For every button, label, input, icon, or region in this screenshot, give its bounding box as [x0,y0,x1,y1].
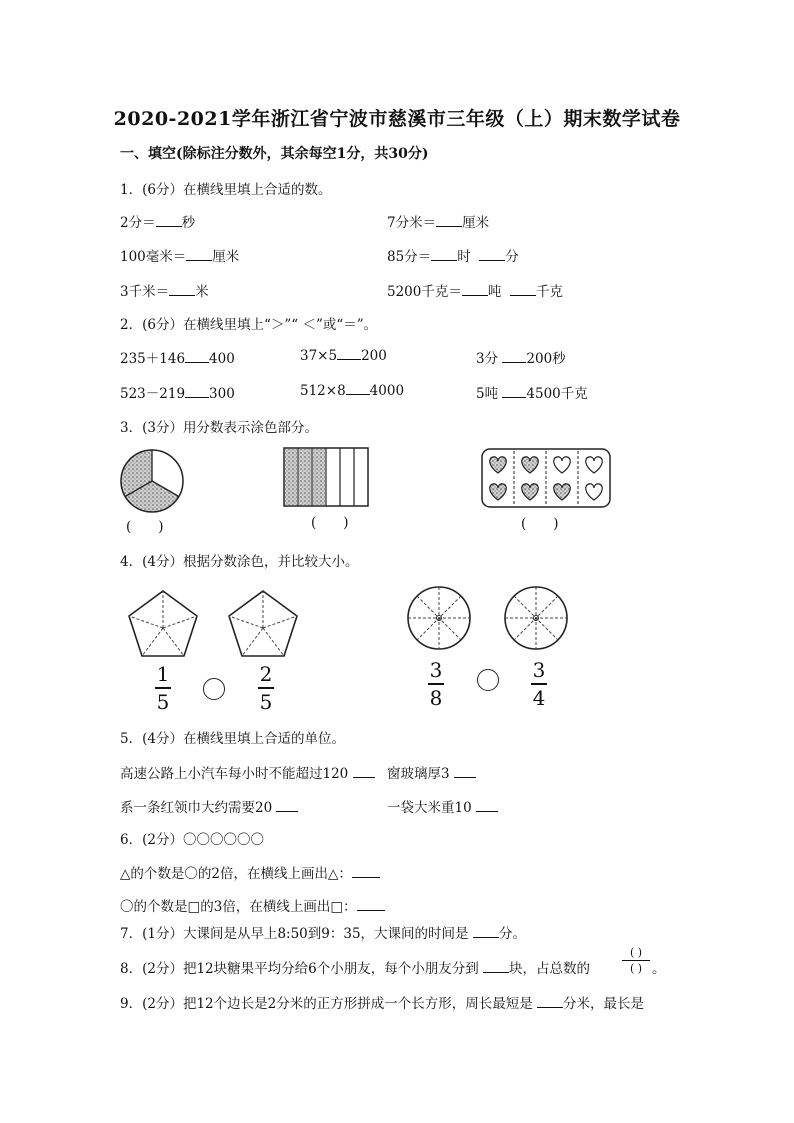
answer-blank[interactable] [454,765,476,778]
q8-fraction-answer[interactable] [622,947,650,974]
q2-e-right: 4000 [369,383,405,399]
page-title: 2020-2021学年浙江省宁波市慈溪市三年级（上）期末数学试卷 [113,108,681,130]
q3-answer-paren-2[interactable]: ( ) [311,515,349,531]
q5-item-b [387,762,476,782]
q5-item-c [120,796,298,816]
answer-blank[interactable] [276,799,298,812]
denominator: 4 [532,685,546,710]
answer-blank[interactable] [353,765,375,778]
q2-e-left: 512×8 [300,383,346,399]
answer-blank[interactable] [357,898,385,911]
compare-circle-1[interactable] [203,678,225,700]
question-6-stem: 6．(2分）〇〇〇〇〇〇 [120,832,264,848]
answer-blank[interactable] [483,960,509,973]
question-4-stem: 4．(4分）根据分数涂色，并比较大小。 [120,554,359,570]
question-2-stem: 2．(6分）在横线里填上“＞”“ ＜”或“＝”。 [120,317,378,333]
q1-c-text: 100毫米＝ [120,249,187,265]
q1-e-unit: 米 [195,284,209,300]
q8-numerator-paren[interactable]: ( ) [629,946,643,959]
denominator: 5 [259,689,273,714]
q9-stem: 9．(2分）把12个边长是2分米的正方形拼成一个长方形，周长最短是 [120,996,533,1012]
denominator: 8 [429,685,443,710]
numerator: 2 [259,662,273,686]
q2-d-right: 300 [209,386,235,402]
q3-answer-paren-3[interactable]: ( ) [521,516,559,532]
q5-item-d [387,796,498,816]
q1-d-unit2: 分 [505,249,519,265]
q1-d-text: 85分＝ [387,249,432,265]
pentagon-figure-1 [129,591,197,656]
numerator: 3 [532,658,546,682]
circle-quarters-figure [505,587,567,649]
q6-b-text: 〇的个数是□的3倍，在横线上画出□： [120,899,357,915]
q1-e-text: 3千米＝ [120,284,170,300]
q2-c-left: 3分 [476,351,499,367]
question-1-stem: 1．(6分）在横线里填上合适的数。 [120,182,332,198]
numerator: 3 [429,658,443,682]
answer-blank[interactable] [476,799,498,812]
question-3-stem: 3．(3分）用分数表示涂色部分。 [120,420,318,436]
q8-mid: 块，占总数的 [509,961,591,977]
q7-stem: 7．(1分）大课间是从早上8:50到9：35，大课间的时间是 [120,926,469,942]
q1-b-text: 7分米＝ [387,215,437,231]
q1-b-unit: 厘米 [462,215,490,231]
q5-a-text: 高速公路上小汽车每小时不能超过120 [120,766,349,782]
q2-b-left: 37×5 [300,348,338,364]
q5-item-a [120,762,375,782]
q2-f-right: 4500千克 [526,386,588,402]
denominator: 5 [156,689,170,714]
fraction-3-4 [531,660,547,708]
compare-circle-2[interactable] [477,669,499,691]
answer-blank[interactable] [537,995,563,1008]
question-9 [120,992,644,1012]
q8-stem: 8．(2分）把12块糖果平均分给6个小朋友，每个小朋友分到 [120,961,479,977]
fraction-2-5 [258,664,274,712]
question-7 [120,922,526,942]
q2-c-right: 200秒 [526,351,566,367]
q2-a-right: 400 [209,351,235,367]
q8-denominator-paren[interactable]: ( ) [629,962,643,975]
q1-c-unit: 厘米 [212,249,240,265]
question-5-stem: 5．(4分）在横线里填上合适的单位。 [120,731,345,747]
q5-b-text: 窗玻璃厚3 [387,766,450,782]
q3-answer-paren-1[interactable]: ( ) [126,519,164,535]
fraction-1-5 [155,664,171,712]
question-8 [120,957,590,977]
q1-f-text: 5200千克＝ [387,284,462,300]
numerator: 1 [156,662,170,686]
q6-a-text: △的个数是〇的2倍，在横线上画出△： [120,866,352,882]
q1-a-unit: 秒 [181,215,196,231]
pentagon-figure-2 [229,591,297,656]
q2-f-left: 5吨 [476,386,499,402]
q2-b-right: 200 [361,348,387,364]
q2-d-left: 523－219 [120,386,186,402]
q5-c-text: 系一条红领巾大约需要20 [120,800,273,816]
q2-a-left: 235＋146 [120,351,186,367]
q8-end: 。 [652,961,666,977]
q7-unit: 分。 [498,926,526,942]
q9-mid: 分米，最长是 [563,996,645,1012]
q1-a-text: 2分＝ [120,215,156,231]
q5-d-text: 一袋大米重10 [387,800,472,816]
section-heading: 一、填空(除标注分数外，其余每空1分，共30分) [120,146,429,162]
q6-item-a [120,862,380,882]
circle-eighths-figure [408,587,470,649]
q6-item-b [120,895,385,915]
fraction-3-8 [428,660,444,708]
q1-f-unit2: 千克 [535,284,563,300]
answer-blank[interactable] [473,925,499,938]
q1-d-unit1: 时 [457,249,471,265]
q1-f-unit1: 吨 [487,284,502,300]
answer-blank[interactable] [352,865,380,878]
